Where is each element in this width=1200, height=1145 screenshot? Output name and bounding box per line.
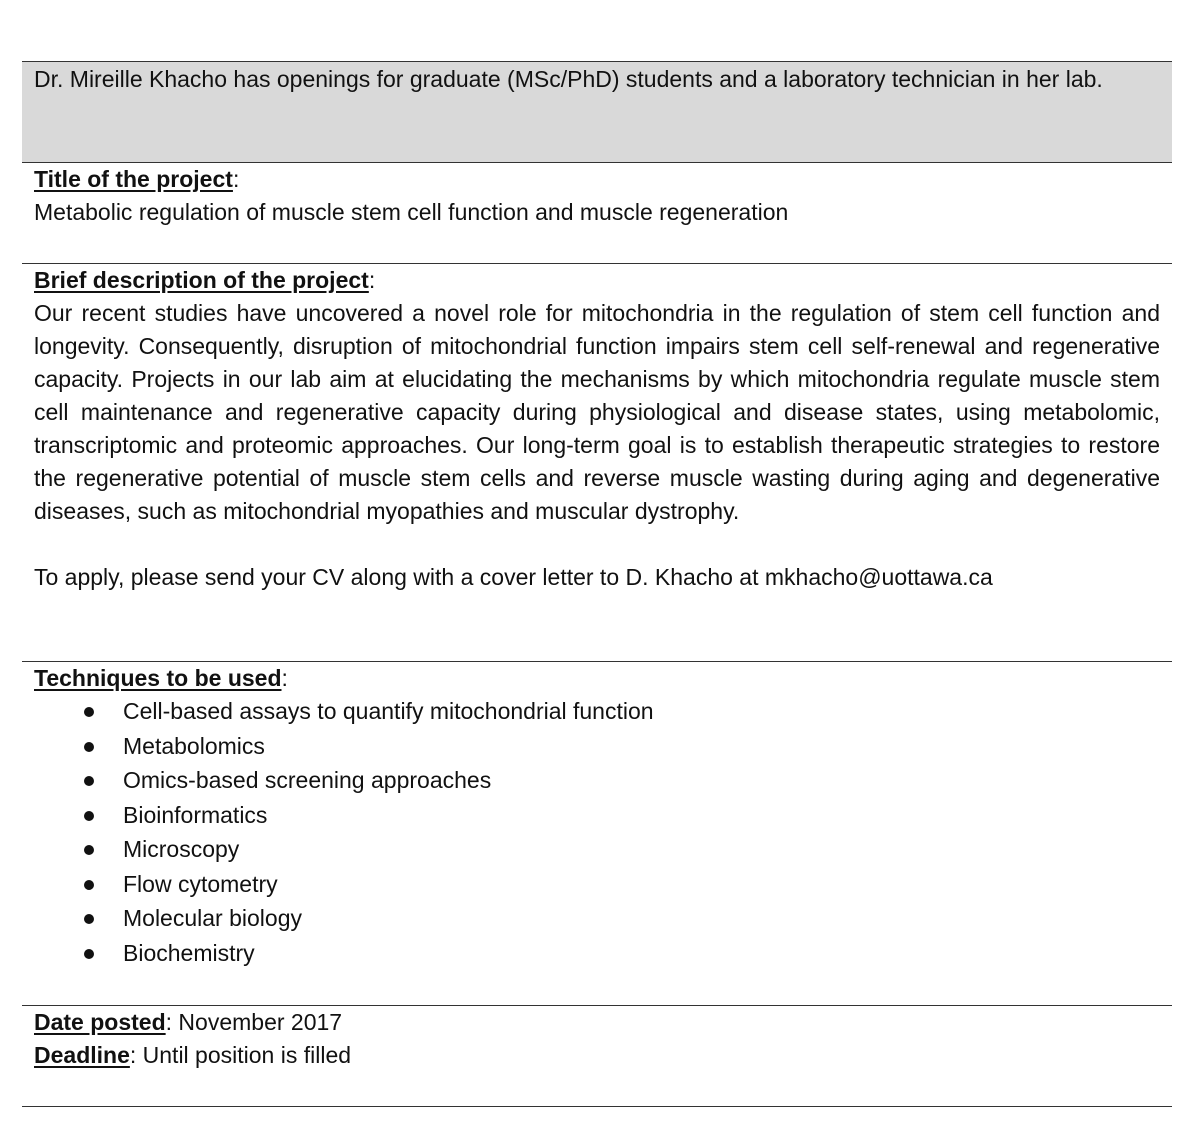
intro-text: Dr. Mireille Khacho has openings for graduate (MSc/PhD) students and a laboratory technician in her lab. xyxy=(34,66,1103,92)
technique-text: Biochemistry xyxy=(123,939,255,966)
list-item xyxy=(34,799,1160,834)
techniques-heading xyxy=(34,662,1160,695)
project-description-heading xyxy=(34,264,1160,297)
list-item xyxy=(34,764,1160,799)
technique-text: Cell-based assays to quantify mitochondrial function xyxy=(123,698,654,724)
colon: : xyxy=(281,665,288,691)
bullet-icon xyxy=(84,742,94,752)
deadline-value: Until position is filled xyxy=(142,1042,352,1068)
deadline-label: Deadline xyxy=(34,1042,130,1068)
bullet-icon xyxy=(84,949,94,959)
project-description-label: Brief description of the project xyxy=(34,267,369,293)
project-title-value: Metabolic regulation of muscle stem cell function and muscle regeneration xyxy=(34,199,789,225)
spacer xyxy=(34,528,1160,561)
project-description-section xyxy=(22,264,1172,661)
date-posted-value: November 2017 xyxy=(178,1009,343,1035)
technique-text: Microscopy xyxy=(123,836,240,862)
divider xyxy=(22,1106,1172,1107)
techniques-section xyxy=(22,662,1172,1005)
technique-text: Bioinformatics xyxy=(123,801,268,828)
technique-text: Molecular biology xyxy=(123,905,302,931)
list-item xyxy=(34,868,1160,903)
colon: : xyxy=(129,1042,143,1068)
job-posting-document xyxy=(22,61,1172,1107)
date-posted-label: Date posted xyxy=(34,1009,166,1035)
bullet-icon xyxy=(84,707,94,717)
techniques-list xyxy=(34,695,1160,971)
bullet-icon xyxy=(84,880,94,890)
dates-section xyxy=(22,1006,1172,1106)
colon: : xyxy=(165,1009,179,1035)
application-instructions: To apply, please send your CV along with a cover letter to D. Khacho at mkhacho@uottawa.ca xyxy=(34,564,993,590)
list-item xyxy=(34,833,1160,868)
list-item xyxy=(34,730,1160,765)
bullet-icon xyxy=(84,914,94,924)
colon: : xyxy=(368,267,376,293)
technique-text: Omics-based screening approaches xyxy=(123,767,492,793)
deadline-line xyxy=(34,1039,1160,1072)
techniques-label: Techniques to be used xyxy=(34,665,282,691)
bullet-icon xyxy=(84,776,94,786)
date-posted-line xyxy=(34,1006,1160,1039)
list-item xyxy=(34,937,1160,972)
technique-text: Metabolomics xyxy=(123,732,265,759)
list-item xyxy=(34,695,1160,730)
bullet-icon xyxy=(84,811,94,821)
colon: : xyxy=(232,166,240,192)
project-title-section xyxy=(22,163,1172,263)
intro-section xyxy=(22,62,1172,162)
project-title-heading xyxy=(34,163,1160,196)
project-title-label: Title of the project xyxy=(34,166,233,192)
list-item xyxy=(34,902,1160,937)
technique-text: Flow cytometry xyxy=(123,870,278,897)
project-description-body: Our recent studies have uncovered a novel role for mitochondria in the regulation of stem cell function and longevity. Consequently, disruption of mitochondrial function impairs stem cell self-renewal and regenerative capacity. Projects in our lab aim at elucidating the mechanisms by which mitochondria regulate muscle stem cell maintenance and regenerative capacity during physiological and disease states, using metabolomic, transcriptomic and proteomic approaches. Our long-term goal is to establish therapeutic strategies to restore the regenerative potential of muscle stem cells and reverse muscle wasting during aging and degenerative diseases, such as mitochondrial myopathies and muscular dystrophy. xyxy=(34,300,1160,524)
bullet-icon xyxy=(84,845,94,855)
